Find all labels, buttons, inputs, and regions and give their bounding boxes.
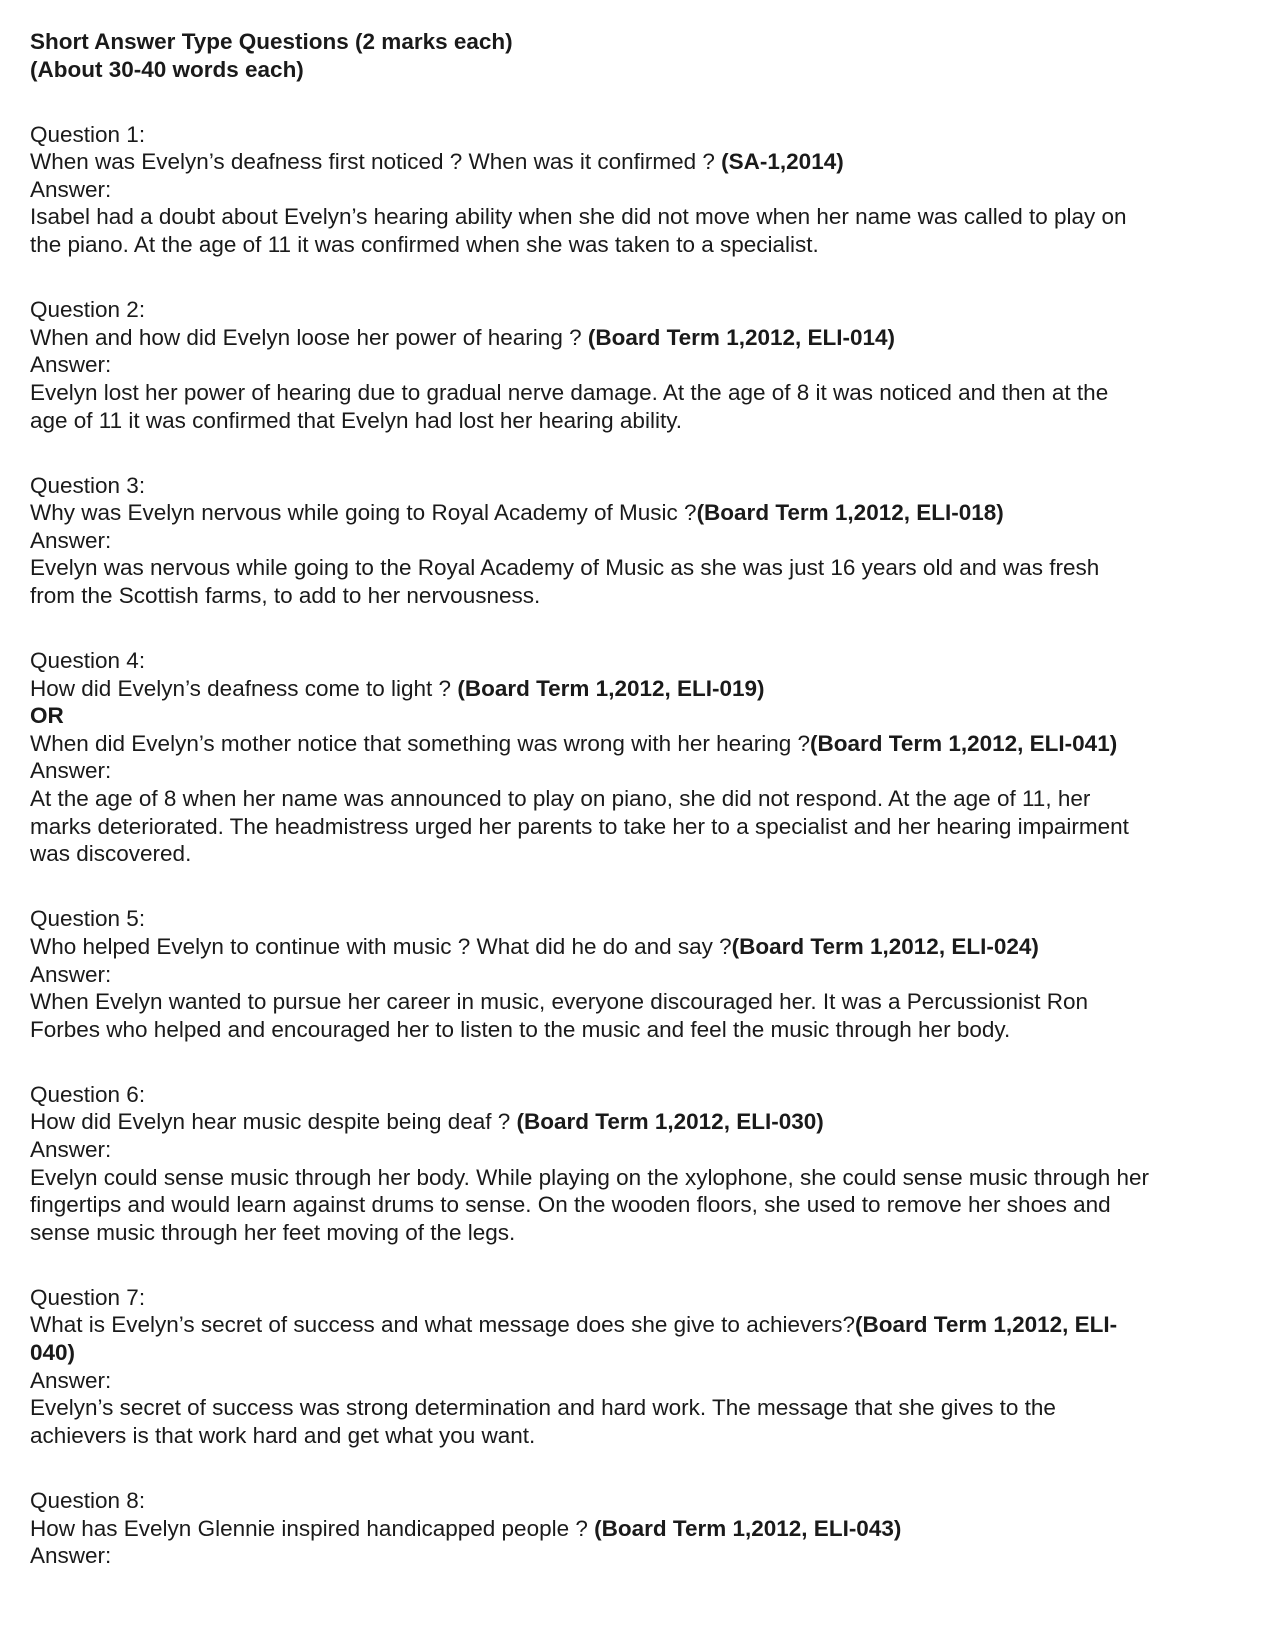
question-label: Question 2: (30, 297, 146, 323)
question-label: Question 1: (30, 121, 146, 147)
answer-line: When Evelyn wanted to pursue her career in music, everyone discouraged her. It was a Percussionist Ron (30, 989, 1089, 1015)
question-text: How did Evelyn’s deafness come to light ? (Board Term 1,2012, ELI-019) (30, 675, 765, 701)
question-label: Question 3: (30, 472, 146, 498)
question-alt-source: (Board Term 1,2012, ELI-041) (810, 730, 1118, 756)
answer-line: fingertips and would learn against drums to sense. On the wooden floors, she used to remove her shoes and (30, 1192, 1111, 1218)
question-6 (30, 1081, 1265, 1247)
question-label: Question 5: (30, 906, 146, 932)
question-5 (30, 905, 1265, 1043)
answer-line: from the Scottish farms, to add to her nervousness. (30, 583, 541, 608)
answer-label: Answer: (30, 176, 112, 202)
answer-label: Answer: (30, 1367, 112, 1393)
answer-line: Evelyn could sense music through her body. While playing on the xylophone, she could sense music through her (30, 1164, 1149, 1190)
question-text: How did Evelyn hear music despite being deaf ? (Board Term 1,2012, ELI-030) (30, 1109, 824, 1135)
question-2 (30, 296, 1265, 434)
answer-line: marks deteriorated. The headmistress urged her parents to take her to a specialist and her hearing impairment (30, 813, 1129, 839)
answer-label: Answer: (30, 758, 112, 784)
question-3 (30, 472, 1265, 610)
answer-label: Answer: (30, 961, 112, 987)
answer-line: the piano. At the age of 11 it was confirmed when she was taken to a specialist. (30, 232, 819, 258)
answer-label: Answer: (30, 1137, 112, 1162)
answer-line: sense music through her feet moving of the legs. (30, 1219, 516, 1245)
question-source-continued: 040) (30, 1340, 76, 1366)
answer-label: Answer: (30, 1543, 112, 1569)
question-text: Who helped Evelyn to continue with music ? What did he do and say ?(Board Term 1,2012, ELI-024) (30, 933, 1039, 959)
question-label: Question 8: (30, 1487, 146, 1513)
answer-line: age of 11 it was confirmed that Evelyn had lost her hearing ability. (30, 407, 683, 433)
answer-label: Answer: (30, 352, 112, 378)
question-source: (Board Term 1,2012, ELI-019) (457, 675, 765, 701)
question-text: What is Evelyn’s secret of success and what message does she give to achievers?(Board Term 1,2012, ELI- (30, 1312, 1118, 1338)
question-source: (SA-1,2014) (721, 149, 844, 175)
question-text: When and how did Evelyn loose her power of hearing ? (Board Term 1,2012, ELI-014) (30, 324, 896, 350)
answer-line: achievers is that work hard and get what you want. (30, 1422, 536, 1448)
question-source: (Board Term 1,2012, ELI-043) (594, 1515, 902, 1541)
question-source: (Board Term 1,2012, ELI-030) (516, 1109, 824, 1135)
document-page (30, 28, 1265, 1570)
answer-line: At the age of 8 when her name was announced to play on piano, she did not respond. At the age of 11, her (30, 786, 1091, 812)
question-7 (30, 1284, 1265, 1450)
title-line-1: Short Answer Type Questions (2 marks each) (30, 29, 513, 54)
page-title (30, 28, 1265, 83)
answer-line: Forbes who helped and encouraged her to listen to the music and feel the music through her body. (30, 1016, 1011, 1042)
question-text: When was Evelyn’s deafness first noticed ? When was it confirmed ? (SA-1,2014) (30, 149, 844, 175)
answer-line: Evelyn was nervous while going to the Royal Academy of Music as she was just 16 years old and was fresh (30, 555, 1100, 581)
answer-line: was discovered. (30, 841, 192, 867)
answer-line: Isabel had a doubt about Evelyn’s hearing ability when she did not move when her name was called to play on (30, 204, 1127, 230)
title-line-2: (About 30-40 words each) (30, 56, 304, 82)
question-text: Why was Evelyn nervous while going to Royal Academy of Music ?(Board Term 1,2012, ELI-018) (30, 500, 1004, 526)
answer-line: Evelyn’s secret of success was strong determination and hard work. The message that she gives to the (30, 1395, 1056, 1421)
question-source: (Board Term 1,2012, ELI-024) (731, 933, 1039, 959)
answer-line: Evelyn lost her power of hearing due to gradual nerve damage. At the age of 8 it was noticed and then at the (30, 379, 1109, 405)
question-label: Question 6: (30, 1081, 146, 1107)
question-source: (Board Term 1,2012, ELI-014) (587, 324, 896, 350)
question-4 (30, 647, 1265, 868)
question-text: How has Evelyn Glennie inspired handicapped people ? (Board Term 1,2012, ELI-043) (30, 1515, 902, 1541)
question-8 (30, 1487, 1265, 1570)
question-source: (Board Term 1,2012, ELI-018) (696, 500, 1004, 526)
question-alt-text: When did Evelyn’s mother notice that something was wrong with her hearing ?(Board Term 1,2012, ELI-041) (30, 730, 1118, 756)
question-source: (Board Term 1,2012, ELI- (855, 1312, 1118, 1338)
question-label: Question 4: (30, 648, 146, 674)
answer-label: Answer: (30, 527, 112, 553)
or-label: OR (30, 703, 64, 729)
question-1 (30, 121, 1265, 259)
question-label: Question 7: (30, 1284, 146, 1310)
